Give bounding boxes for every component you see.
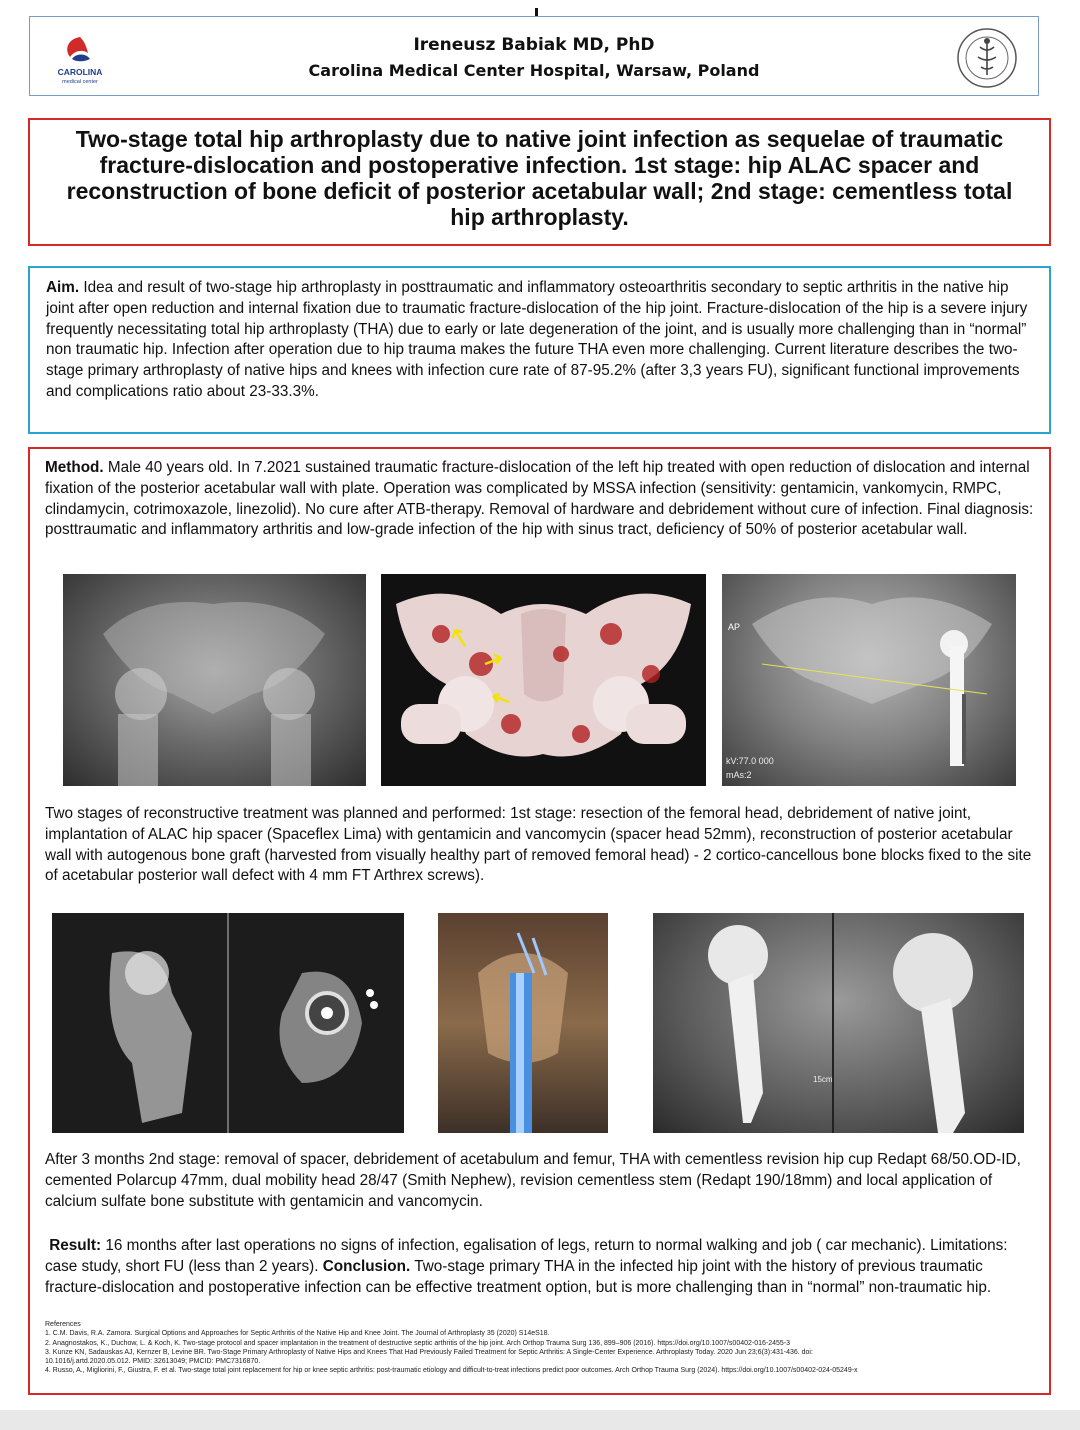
aim-text: Idea and result of two-stage hip arthroplasty in posttraumatic and inflammatory osteoarthritis secondary to septic arthritis in the native hip joint after open reduction and internal fixation due to traumatic fracture-dislocation of the hip joint. Fracture-dislocation of the hip is a severe injury frequently necessitating total hip arthroplasty (THA) due to early or late degeneration of the joint, and is usually more challenging than in “normal” non traumatic hip. Infection after operation due to hip trauma makes the future THA even more challenging. Current literature describes the two-stage primary arthroplasty of native hips and knees with infection cure rate of 87-95.2% (after 3,3 years FU), significant functional improvements and complications ratio about 23-33.3%.	[46, 279, 1028, 400]
aim-label: Aim.	[46, 279, 80, 296]
method-paragraph	[45, 458, 1035, 541]
reference-item: 4. Russo, A., Migliorini, F., Giustra, F. et al. Two-stage total joint replacement for hip or knee septic arthritis: post-traumatic etiology and difficult-to-treat infections predict poor outcomes. Arch Orthop Trauma Surg (2024). https://doi.org/10.1007/s00402-024-05249-x	[45, 1367, 858, 1375]
poster-header	[29, 16, 1039, 96]
scale-label: 15cm	[813, 1075, 833, 1084]
method-text: Male 40 years old. In 7.2021 sustained traumatic fracture-dislocation of the left hip treated with open reduction of dislocation and internal fixation of the posterior acetabular wall with plate. Operation was complicated by MSSA infection (sensitivity: gentamicin, vankomycin, RMPC, clindamycin, cotrimoxazole, linezolid). No cure after ATB-therapy. Removal of hardware and debridement without cure of infection. Final diagnosis: posttraumatic and inflammatory arthritis and low-grade infection of the hip with sinus tract, deficiency of 50% of posterior acetabular wall.	[45, 459, 1034, 539]
conclusion-label: Conclusion.	[322, 1257, 411, 1275]
affiliation: Carolina Medical Center Hospital, Warsaw, Poland	[308, 61, 760, 80]
reference-item: 3. Kunze KN, Sadauskas AJ, Kernzer B, Levine BR. Two-Stage Primary Arthroplasty of Native Hips and Knees That Had Previously Failed Treatment for Septic Arthritis: A Single-Center Experience. Arthroplasty Today. 2020 Jun 23;6(3):431-436. doi:	[45, 1348, 813, 1356]
author-name: Ireneusz Babiak MD, PhD	[413, 35, 655, 55]
mas-label: mAs:2	[726, 770, 752, 780]
kv-label: kV:77.0 000	[726, 756, 774, 766]
preop-xray-image	[63, 574, 366, 786]
reference-item: 10.1016/j.artd.2020.05.012. PMID: 32613049; PMCID: PMC7316870.	[45, 1358, 261, 1366]
stage2-paragraph: After 3 months 2nd stage: removal of spacer, debridement of acetabulum and femur, THA with cementless revision hip cup Redapt 68/50.OD-ID, cemented Polarcup 47mm, dual mobility head 28/47 (Smith Nephew), revision cementless stem (Redapt 190/18mm) and local application of calcium sulfate bone substitute with gentamicin and vancomycin.	[45, 1151, 1021, 1210]
aim-box	[28, 266, 1051, 434]
result-text: 16 months after last operations no signs of infection, egalisation of legs, return to normal walking and job ( car mechanic). Limitations: case study, short FU (less than 2 years).	[45, 1237, 1008, 1275]
stage1-paragraph: Two stages of reconstructive treatment was planned and performed: 1st stage: resection of the femoral head, debridement of native joint, implantation of ALAC hip spacer (Spaceflex Lima) with gentamicin and vancomycin (spacer head 52mm), reconstruction of posterior acetabular wall with autogenous bone graft (harvested from visually healthy part of removed femoral head) - 2 cortico-cancellous bone blocks fixed to the site of acetabular posterior wall defect with 4 mm FT Arthrex screws).	[45, 805, 1032, 885]
ct-3d-reconstruction-image	[381, 574, 706, 786]
conclusion-text: Two-stage primary THA in the infected hip joint with the history of previous traumatic fracture-dislocation and postoperative infection can be effective treatment option, but is more challenging than in “normal” non-traumatic hip.	[45, 1257, 992, 1296]
society-seal-icon	[956, 27, 1018, 89]
logo-text: CAROLINA	[57, 67, 103, 77]
logo-subtext: medical center	[62, 79, 98, 85]
aim-paragraph	[46, 278, 1033, 403]
result-label: Result:	[49, 1237, 102, 1254]
title-box	[28, 118, 1051, 246]
method-label: Method.	[45, 459, 104, 476]
intraop-spacer-image	[438, 913, 608, 1133]
result-paragraph	[45, 1236, 1035, 1298]
ap-label: AP	[728, 622, 741, 632]
spacer-xray-image	[722, 574, 1016, 786]
bottom-bar	[0, 1410, 1080, 1430]
reference-item: 2. Anagnostakos, K., Duchow, L. & Koch, K. Two-stage protocol and spacer implantation in the treatment of destructive septic arthritis of the hip joint. Arch Orthop Trauma Surg 136, 899–906 (2016). https://doi.org/10.1007/s00402-016-2455-3	[45, 1339, 791, 1347]
references-heading: References	[45, 1321, 81, 1328]
ct-slices-image	[52, 913, 404, 1133]
poster-title: Two-stage total hip arthroplasty due to native joint infection as sequelae of traumatic fracture-dislocation and postoperative infection. 1st stage: hip ALAC spacer and reconstruction of bone deficit of posterior acetabular wall; 2nd stage: cementless total hip arthroplasty.	[66, 126, 1013, 230]
references	[45, 1320, 1035, 1376]
reference-item: 1. C.M. Davis, R.A. Zamora. Surgical Options and Approaches for Septic Arthritis of the Native Hip and Knee Joint. The Journal of Arthroplasty 35 (2020) S14eS18.	[45, 1330, 550, 1338]
postop-tha-xray-image	[653, 913, 1024, 1133]
